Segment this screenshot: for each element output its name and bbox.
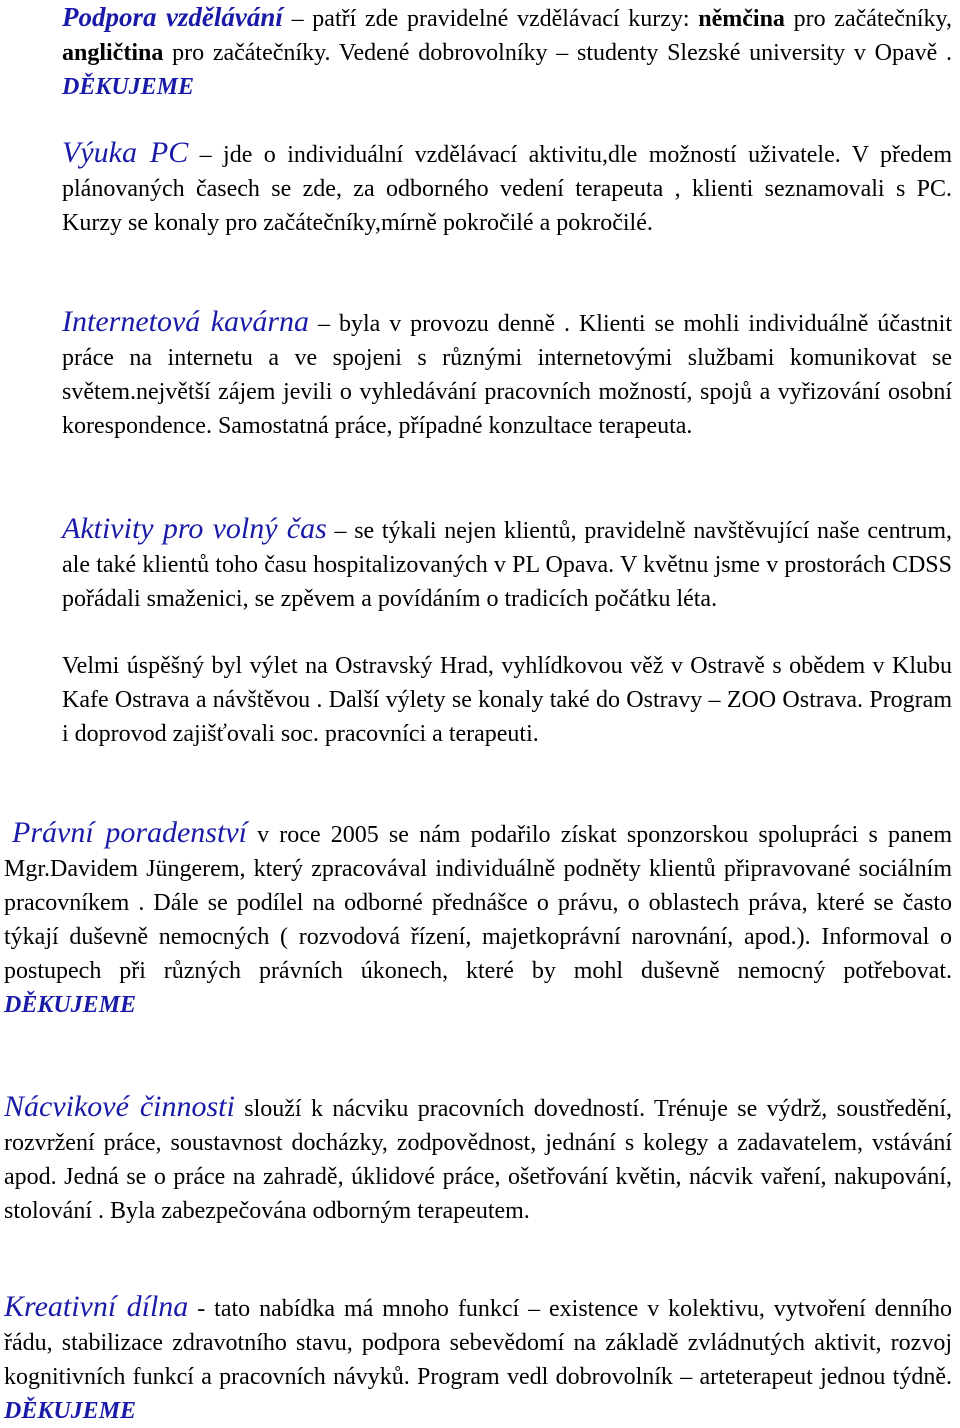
section-text: - tato nabídka má mnoho funkcí – existence v kolektivu, vytvoření denního řádu, stabilizace zdravotního stavu, podpora sebevědomí na základě zvládnutých aktivit, rozvoj kognitivních funkcí a pracovních návyků. Program vedl dobrovolník – arteterapeut jednou týdně. xyxy=(4,1296,952,1390)
thanks-label: DĚKUJEME xyxy=(62,74,195,100)
section-aktivity-vylet xyxy=(62,649,952,751)
section-heading: Aktivity pro volný čas xyxy=(62,512,327,545)
section-heading: Právní poradenství xyxy=(12,816,247,849)
section-heading: Nácvikové činnosti xyxy=(4,1090,235,1123)
section-text: – jde o individuální vzdělávací aktivitu,dle možností uživatele. V předem plánovaných časech se zde, za odborného vedení terapeuta , klienti seznamovali s PC. Kurzy se konaly pro začátečníky,mírně pokročilé a pokročilé. xyxy=(62,142,953,236)
section-heading: Kreativní dílna xyxy=(4,1290,189,1323)
thanks-label: DĚKUJEME xyxy=(4,1398,137,1424)
section-internetova-kavarna xyxy=(62,305,952,443)
section-text: pro začátečníky. Vedené dobrovolníky – studenty Slezské university v Opavě . xyxy=(163,40,952,66)
section-text: Velmi úspěšný byl výlet na Ostravský Hrad, vyhlídkovou věž v Ostravě s obědem v Klubu Kafe Ostrava a návštěvou . Další výlety se konaly také do Ostravy – ZOO Ostrava. Program i doprovod zajišťovali soc. pracovníci a terapeuti. xyxy=(62,653,952,747)
course-german: němčina xyxy=(698,6,785,32)
section-kreativni-dilna xyxy=(4,1290,952,1428)
section-heading: Internetová kavárna xyxy=(62,305,310,338)
section-podpora-vzdelavani xyxy=(62,0,952,104)
section-vyuka-pc xyxy=(62,136,952,240)
thanks-label: DĚKUJEME xyxy=(4,992,137,1018)
course-english: angličtina xyxy=(62,40,164,66)
section-pravni-poradenstvi xyxy=(4,816,952,1022)
section-heading: Podpora vzdělávání xyxy=(62,2,283,32)
section-heading: Výuka PC xyxy=(62,136,189,169)
section-text: pro začátečníky, xyxy=(784,6,952,32)
section-text: – byla v provozu denně . Klienti se mohli individuálně účastnit práce na internetu a ve spojeni s různými internetovými službami komunikovat se světem.největší zájem jevili o vyhledávání pracovních možností, spojů a vyřizování osobní korespondence. Samostatná práce, případné konzultace terapeuta. xyxy=(62,311,953,439)
section-nacvikove-cinnosti xyxy=(4,1090,952,1228)
section-aktivity-volny-cas xyxy=(62,512,952,616)
section-text: slouží k nácviku pracovních dovedností. Trénuje se výdrž, soustředění, rozvržení práce, soustavnost docházky, zodpovědnost, jednání s kolegy a zadavatelem, vstávání apod. Jedná se o práce na zahradě, úklidové práce, ošetřování květin, nácvik vaření, nakupování, stolování . Byla zabezpečována odborným terapeutem. xyxy=(4,1096,952,1224)
section-text: – patří zde pravidelné vzdělávací kurzy: xyxy=(282,6,699,32)
section-text: v roce 2005 se nám podařilo získat sponzorskou spolupráci s panem Mgr.Davidem Jüngerem, který zpracovával individuálně podněty klientů připravované sociálním pracovníkem . Dále se podílel na odborné přednášce o právu, o oblastech práva, které se často týkají duševně nemocných ( rozvodová řízení, majetkoprávní narovnání, apod.). Informoval o postupech při různých právních úkonech, které by mohl duševně nemocný potřebovat. xyxy=(4,822,952,984)
section-text: – se týkali nejen klientů, pravidelně navštěvující naše centrum, ale také klientů toho času hospitalizovaných v PL Opava. V květnu jsme v prostorách CDSS pořádali smaženici, se zpěvem a povídáním o tradicích počátku léta. xyxy=(62,518,952,612)
